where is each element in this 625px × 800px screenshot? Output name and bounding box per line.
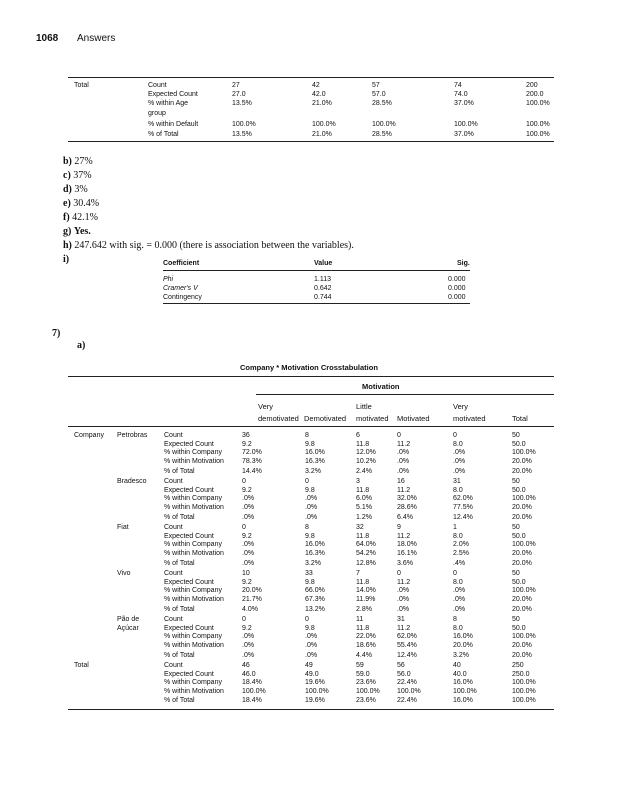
table-cell: .0% <box>242 560 255 568</box>
table-cell: .0% <box>242 652 255 660</box>
question-7a-label: a) <box>77 340 86 351</box>
coef-header: Coefficient <box>163 260 200 267</box>
answer-b: b) 27% <box>63 156 93 167</box>
table-cell: .0% <box>242 495 255 503</box>
table-cell: 8.0 <box>453 624 463 632</box>
table-cell: 49.0 <box>305 670 319 678</box>
table-cell: 14.4% <box>242 468 262 476</box>
table-cell: .0% <box>453 458 466 466</box>
table-cell: 100.0% <box>512 633 536 641</box>
table-cell: 40.0 <box>453 670 467 678</box>
table-cell: 33 <box>305 570 313 577</box>
table-cell: 9.8 <box>305 532 315 540</box>
table-cell: 46 <box>242 662 250 669</box>
table-cell: 9.2 <box>242 440 252 448</box>
table-cell: .0% <box>453 449 466 457</box>
table-cell: 27.0 <box>232 91 246 98</box>
table-cell: 100.0% <box>512 587 536 595</box>
table-cell: 3.2% <box>453 652 469 660</box>
table-cell: 20.0% <box>453 642 473 650</box>
table-cell: 66.0% <box>305 587 325 595</box>
coef-name: Contingency <box>163 294 202 301</box>
table-cell: 50 <box>512 616 520 623</box>
stat-label: Expected Count <box>164 624 214 632</box>
row-variable-label: Company <box>74 432 104 439</box>
table-cell: 100.0% <box>312 121 336 128</box>
answer-f: f) 42.1% <box>63 212 99 223</box>
table-cell: 18.4% <box>242 696 262 704</box>
table-cell: 50 <box>512 432 520 439</box>
table-cell: 8 <box>305 432 309 439</box>
coef-header: Value <box>314 260 333 267</box>
table-cell: 3.6% <box>397 560 413 568</box>
stat-label: Count <box>164 662 183 669</box>
table-cell: 100.0% <box>526 100 550 107</box>
crosstab-bottom-rule <box>68 709 554 710</box>
table-cell: 59 <box>356 662 364 669</box>
column-header: Very <box>453 402 469 411</box>
table-cell: 100.0% <box>372 121 396 128</box>
table-cell: 100.0% <box>397 688 421 696</box>
table-cell: .0% <box>305 504 318 512</box>
coef-value: 0.744 <box>314 294 332 301</box>
coef-value: 0.000 <box>448 285 466 292</box>
table-cell: .0% <box>397 606 410 614</box>
table-cell: 4.0% <box>242 606 258 614</box>
table-cell: 8 <box>305 524 309 531</box>
table-cell: 21.0% <box>312 131 332 138</box>
table-cell: 32.0% <box>397 495 417 503</box>
table-cell: 20.0% <box>242 587 262 595</box>
table-cell: 11.2 <box>397 440 411 448</box>
question-7-label: 7) <box>52 328 61 339</box>
motivation-rule <box>256 394 554 395</box>
table-cell: 22.4% <box>397 679 417 687</box>
table-cell: 0 <box>242 478 246 485</box>
table-cell: 11 <box>356 616 364 623</box>
table-cell: .0% <box>242 514 255 522</box>
table-cell: 32 <box>356 524 364 531</box>
table-cell: 16.3% <box>305 550 325 558</box>
table-cell: 22.0% <box>356 633 376 641</box>
table-cell: 11.8 <box>356 624 370 632</box>
stat-label: % within Company <box>164 541 222 549</box>
stat-label: Expected Count <box>148 91 198 98</box>
answer-e: e) 30.4% <box>63 198 100 209</box>
table-cell: 31 <box>453 478 461 485</box>
stat-label: % within Default <box>148 121 199 128</box>
table-cell: 3 <box>356 478 360 485</box>
table-cell: 1 <box>453 524 457 531</box>
table-cell: 12.4% <box>397 652 417 660</box>
table-cell: 6.4% <box>397 514 413 522</box>
table-cell: .0% <box>305 514 318 522</box>
table-cell: .0% <box>242 642 255 650</box>
table-cell: 12.4% <box>453 514 473 522</box>
column-header: Demotivated <box>304 414 347 423</box>
coef-name: Cramer's V <box>163 285 198 292</box>
table-cell: 2.5% <box>453 550 469 558</box>
table-cell: 100.0% <box>526 131 550 138</box>
table-cell: .0% <box>397 587 410 595</box>
stat-label: % within Motivation <box>164 458 224 466</box>
table-cell: .0% <box>305 652 318 660</box>
stat-label: % within Motivation <box>164 688 224 696</box>
table-cell: 20.0% <box>512 468 532 476</box>
column-header: demotivated <box>258 414 299 423</box>
coef-value: 0.000 <box>448 276 466 283</box>
total-label: Total <box>74 662 89 669</box>
table-cell: 16.0% <box>453 633 473 641</box>
table-cell: 78.3% <box>242 458 262 466</box>
table-cell: 19.6% <box>305 679 325 687</box>
table-cell: 59.0 <box>356 670 370 678</box>
table-cell: 9.8 <box>305 486 315 494</box>
table-cell: 72.0% <box>242 449 262 457</box>
table-cell: 74.0 <box>454 91 468 98</box>
page-number: 1068 <box>36 33 59 44</box>
table-cell: .0% <box>242 541 255 549</box>
table-cell: 46.0 <box>242 670 256 678</box>
table-cell: 100.0% <box>526 121 550 128</box>
table-cell: 100.0% <box>512 679 536 687</box>
stat-label: % within Company <box>164 679 222 687</box>
stat-label: Expected Count <box>164 532 214 540</box>
table-cell: 3.2% <box>305 560 321 568</box>
table-cell: .0% <box>242 504 255 512</box>
coef-value: 0.000 <box>448 294 466 301</box>
stat-label: % within Motivation <box>164 642 224 650</box>
table-cell: 13.2% <box>305 606 325 614</box>
table-cell: 100.0% <box>512 696 536 704</box>
table-cell: 11.2 <box>397 532 411 540</box>
table-cell: 19.6% <box>305 696 325 704</box>
stat-label: Expected Count <box>164 486 214 494</box>
table-cell: 18.4% <box>242 679 262 687</box>
table-cell: 64.0% <box>356 541 376 549</box>
stat-label: % of Total <box>148 131 179 138</box>
table-cell: 50.0 <box>512 486 526 494</box>
table-cell: 13.5% <box>232 131 252 138</box>
coef-name: Phi <box>163 276 174 283</box>
table-cell: 16 <box>397 478 405 485</box>
table-cell: 16.0% <box>453 696 473 704</box>
company-label: Vivo <box>117 570 131 577</box>
stat-label: % within Company <box>164 495 222 503</box>
stat-label: % within Company <box>164 587 222 595</box>
top-table-rule <box>68 77 554 78</box>
table-cell: 7 <box>356 570 360 577</box>
stat-label: % of Total <box>164 468 195 476</box>
table-cell: 67.3% <box>305 596 325 604</box>
section-title: Answers <box>77 33 116 44</box>
table-cell: 11.2 <box>397 578 411 586</box>
table-cell: .4% <box>453 560 466 568</box>
table-cell: .0% <box>305 495 318 503</box>
table-cell: 11.2 <box>397 624 411 632</box>
table-cell: 11.9% <box>356 596 376 604</box>
stat-label: % within Company <box>164 633 222 641</box>
table-cell: 20.0% <box>512 642 532 650</box>
table-cell: 50.0 <box>512 532 526 540</box>
table-cell: 16.3% <box>305 458 325 466</box>
table-cell: 54.2% <box>356 550 376 558</box>
stat-label: Expected Count <box>164 578 214 586</box>
table-cell: 100.0% <box>232 121 256 128</box>
stat-label: % of Total <box>164 606 195 614</box>
coef-header: Sig. <box>457 260 470 267</box>
motivation-header: Motivation <box>362 382 400 391</box>
table-cell: 6 <box>356 432 360 439</box>
table-cell: 200.0 <box>526 91 544 98</box>
stat-label: % of Total <box>164 652 195 660</box>
table-cell: 100.0% <box>356 688 380 696</box>
table-cell: 50.0 <box>512 440 526 448</box>
company-label: Açúcar <box>117 624 139 632</box>
table-cell: 9.8 <box>305 440 315 448</box>
coef-value: 0.642 <box>314 285 332 292</box>
table-cell: 20.0% <box>512 458 532 466</box>
table-cell: 5.1% <box>356 504 372 512</box>
table-cell: 50.0 <box>512 578 526 586</box>
table-cell: 50.0 <box>512 624 526 632</box>
table-cell: 20.0% <box>512 606 532 614</box>
coef-value: 1.113 <box>314 276 331 283</box>
table-cell: 0 <box>305 478 309 485</box>
table-cell: 50 <box>512 524 520 531</box>
table-cell: 21.7% <box>242 596 262 604</box>
answer-i: i) <box>63 254 70 265</box>
table-cell: .0% <box>397 468 410 476</box>
table-cell: .0% <box>397 449 410 457</box>
table-cell: 9.2 <box>242 532 252 540</box>
table-cell: 10.2% <box>356 458 376 466</box>
table-cell: 2.8% <box>356 606 372 614</box>
table-cell: 28.6% <box>397 504 417 512</box>
row-label: Total <box>74 82 89 89</box>
table-cell: 9.2 <box>242 624 252 632</box>
stat-label: Expected Count <box>164 440 214 448</box>
table-cell: 200 <box>526 82 538 89</box>
table-cell: 0 <box>397 432 401 439</box>
table-cell: 20.0% <box>512 514 532 522</box>
coef-bottom-rule <box>163 303 470 304</box>
table-cell: 23.6% <box>356 696 376 704</box>
table-cell: 27 <box>232 82 240 89</box>
stat-label: % within Motivation <box>164 504 224 512</box>
table-cell: 2.0% <box>453 541 469 549</box>
table-cell: 250.0 <box>512 670 530 678</box>
table-cell: 8.0 <box>453 486 463 494</box>
top-table-bottom-rule <box>68 141 554 142</box>
column-header: Little <box>356 402 372 411</box>
table-cell: 0 <box>305 616 309 623</box>
table-cell: 11.8 <box>356 532 370 540</box>
table-cell: 36 <box>242 432 250 439</box>
column-header: motivated <box>356 414 389 423</box>
crosstab-title: Company * Motivation Crosstabulation <box>240 363 378 372</box>
table-cell: 0 <box>453 570 457 577</box>
table-cell: .0% <box>305 642 318 650</box>
table-cell: 2.4% <box>356 468 372 476</box>
table-cell: 57 <box>372 82 380 89</box>
table-cell: 11.2 <box>397 486 411 494</box>
table-cell: 74 <box>454 82 462 89</box>
table-cell: 62.0% <box>397 633 417 641</box>
table-cell: .0% <box>397 458 410 466</box>
table-cell: .0% <box>453 587 466 595</box>
column-header: Very <box>258 402 274 411</box>
table-cell: 21.0% <box>312 100 332 107</box>
table-cell: 0 <box>453 432 457 439</box>
table-cell: 100.0% <box>512 688 536 696</box>
answer-d: d) 3% <box>63 184 88 195</box>
table-cell: .0% <box>242 633 255 641</box>
table-cell: 42 <box>312 82 320 89</box>
table-cell: 40 <box>453 662 461 669</box>
table-cell: 100.0% <box>305 688 329 696</box>
table-cell: 56.0 <box>397 670 411 678</box>
table-cell: 20.0% <box>512 652 532 660</box>
table-cell: 11.8 <box>356 440 370 448</box>
table-cell: 11.8 <box>356 486 370 494</box>
stat-label: % of Total <box>164 514 195 522</box>
table-cell: 6.0% <box>356 495 372 503</box>
table-cell: 16.1% <box>397 550 417 558</box>
table-cell: 13.5% <box>232 100 252 107</box>
table-cell: 12.0% <box>356 449 376 457</box>
stat-label: Count <box>164 478 183 485</box>
company-label: Fiat <box>117 524 129 531</box>
table-cell: 9.2 <box>242 578 252 586</box>
stat-label: Count <box>164 524 183 531</box>
table-cell: 12.8% <box>356 560 376 568</box>
table-cell: 37.0% <box>454 131 474 138</box>
table-cell: 8.0 <box>453 440 463 448</box>
stat-label: Expected Count <box>164 670 214 678</box>
table-cell: 16.0% <box>305 449 325 457</box>
column-header: Motivated <box>397 414 430 423</box>
table-cell: 100.0% <box>453 688 477 696</box>
table-cell: 31 <box>397 616 405 623</box>
table-cell: .0% <box>305 633 318 641</box>
table-cell: 22.4% <box>397 696 417 704</box>
table-cell: 55.4% <box>397 642 417 650</box>
stat-label: Count <box>164 570 183 577</box>
answer-h: h) 247.642 with sig. = 0.000 (there is association between the variables). <box>63 240 354 251</box>
table-cell: .0% <box>453 468 466 476</box>
stat-label: % within Motivation <box>164 596 224 604</box>
table-cell: 1.2% <box>356 514 372 522</box>
table-cell: 42.0 <box>312 91 326 98</box>
table-cell: 100.0% <box>512 495 536 503</box>
coef-header-rule <box>163 270 470 271</box>
answer-g: g) Yes. <box>63 226 91 237</box>
table-cell: 28.5% <box>372 131 392 138</box>
crosstab-top-rule <box>68 376 554 377</box>
stat-label: % within Age <box>148 100 189 107</box>
table-cell: 250 <box>512 662 524 669</box>
table-cell: 11.8 <box>356 578 370 586</box>
table-cell: 77.5% <box>453 504 473 512</box>
table-cell: 62.0% <box>453 495 473 503</box>
table-cell: 37.0% <box>454 100 474 107</box>
column-header: Total <box>512 414 528 423</box>
stat-label: Count <box>164 616 183 623</box>
table-cell: 20.0% <box>512 596 532 604</box>
answer-c: c) 37% <box>63 170 92 181</box>
company-label: Bradesco <box>117 478 147 485</box>
table-cell: .0% <box>242 550 255 558</box>
table-cell: 9.8 <box>305 578 315 586</box>
table-cell: 0 <box>242 616 246 623</box>
table-cell: .0% <box>453 606 466 614</box>
table-cell: 28.5% <box>372 100 392 107</box>
table-cell: 9 <box>397 524 401 531</box>
column-header: motivated <box>453 414 486 423</box>
table-cell: 16.0% <box>305 541 325 549</box>
stat-label: % of Total <box>164 696 195 704</box>
table-cell: 57.0 <box>372 91 386 98</box>
stat-label: % within Company <box>164 449 222 457</box>
company-label: Petrobras <box>117 432 148 439</box>
table-cell: 56 <box>397 662 405 669</box>
crosstab-header-rule <box>68 426 554 427</box>
table-cell: 100.0% <box>242 688 266 696</box>
table-cell: 100.0% <box>512 449 536 457</box>
table-cell: 14.0% <box>356 587 376 595</box>
table-cell: 3.2% <box>305 468 321 476</box>
company-label: Pão de <box>117 616 140 623</box>
table-cell: 23.6% <box>356 679 376 687</box>
table-cell: 8.0 <box>453 532 463 540</box>
table-cell: 49 <box>305 662 313 669</box>
table-cell: 50 <box>512 570 520 577</box>
table-cell: 20.0% <box>512 504 532 512</box>
table-cell: 20.0% <box>512 550 532 558</box>
table-cell: 100.0% <box>512 541 536 549</box>
table-cell: 9.8 <box>305 624 315 632</box>
table-cell: .0% <box>453 596 466 604</box>
table-cell: 9.2 <box>242 486 252 494</box>
table-cell: 8 <box>453 616 457 623</box>
table-cell: .0% <box>397 596 410 604</box>
stat-label: % of Total <box>164 560 195 568</box>
stat-label: % within Motivation <box>164 550 224 558</box>
table-cell: 0 <box>397 570 401 577</box>
table-cell: 20.0% <box>512 560 532 568</box>
table-cell: 18.0% <box>397 541 417 549</box>
table-cell: 4.4% <box>356 652 372 660</box>
stat-label: Count <box>164 432 183 439</box>
stat-label: group <box>148 110 166 117</box>
table-cell: 16.0% <box>453 679 473 687</box>
table-cell: 8.0 <box>453 578 463 586</box>
table-cell: 100.0% <box>454 121 478 128</box>
table-cell: 10 <box>242 570 250 577</box>
table-cell: 18.6% <box>356 642 376 650</box>
stat-label: Count <box>148 82 167 89</box>
table-cell: 0 <box>242 524 246 531</box>
table-cell: 50 <box>512 478 520 485</box>
